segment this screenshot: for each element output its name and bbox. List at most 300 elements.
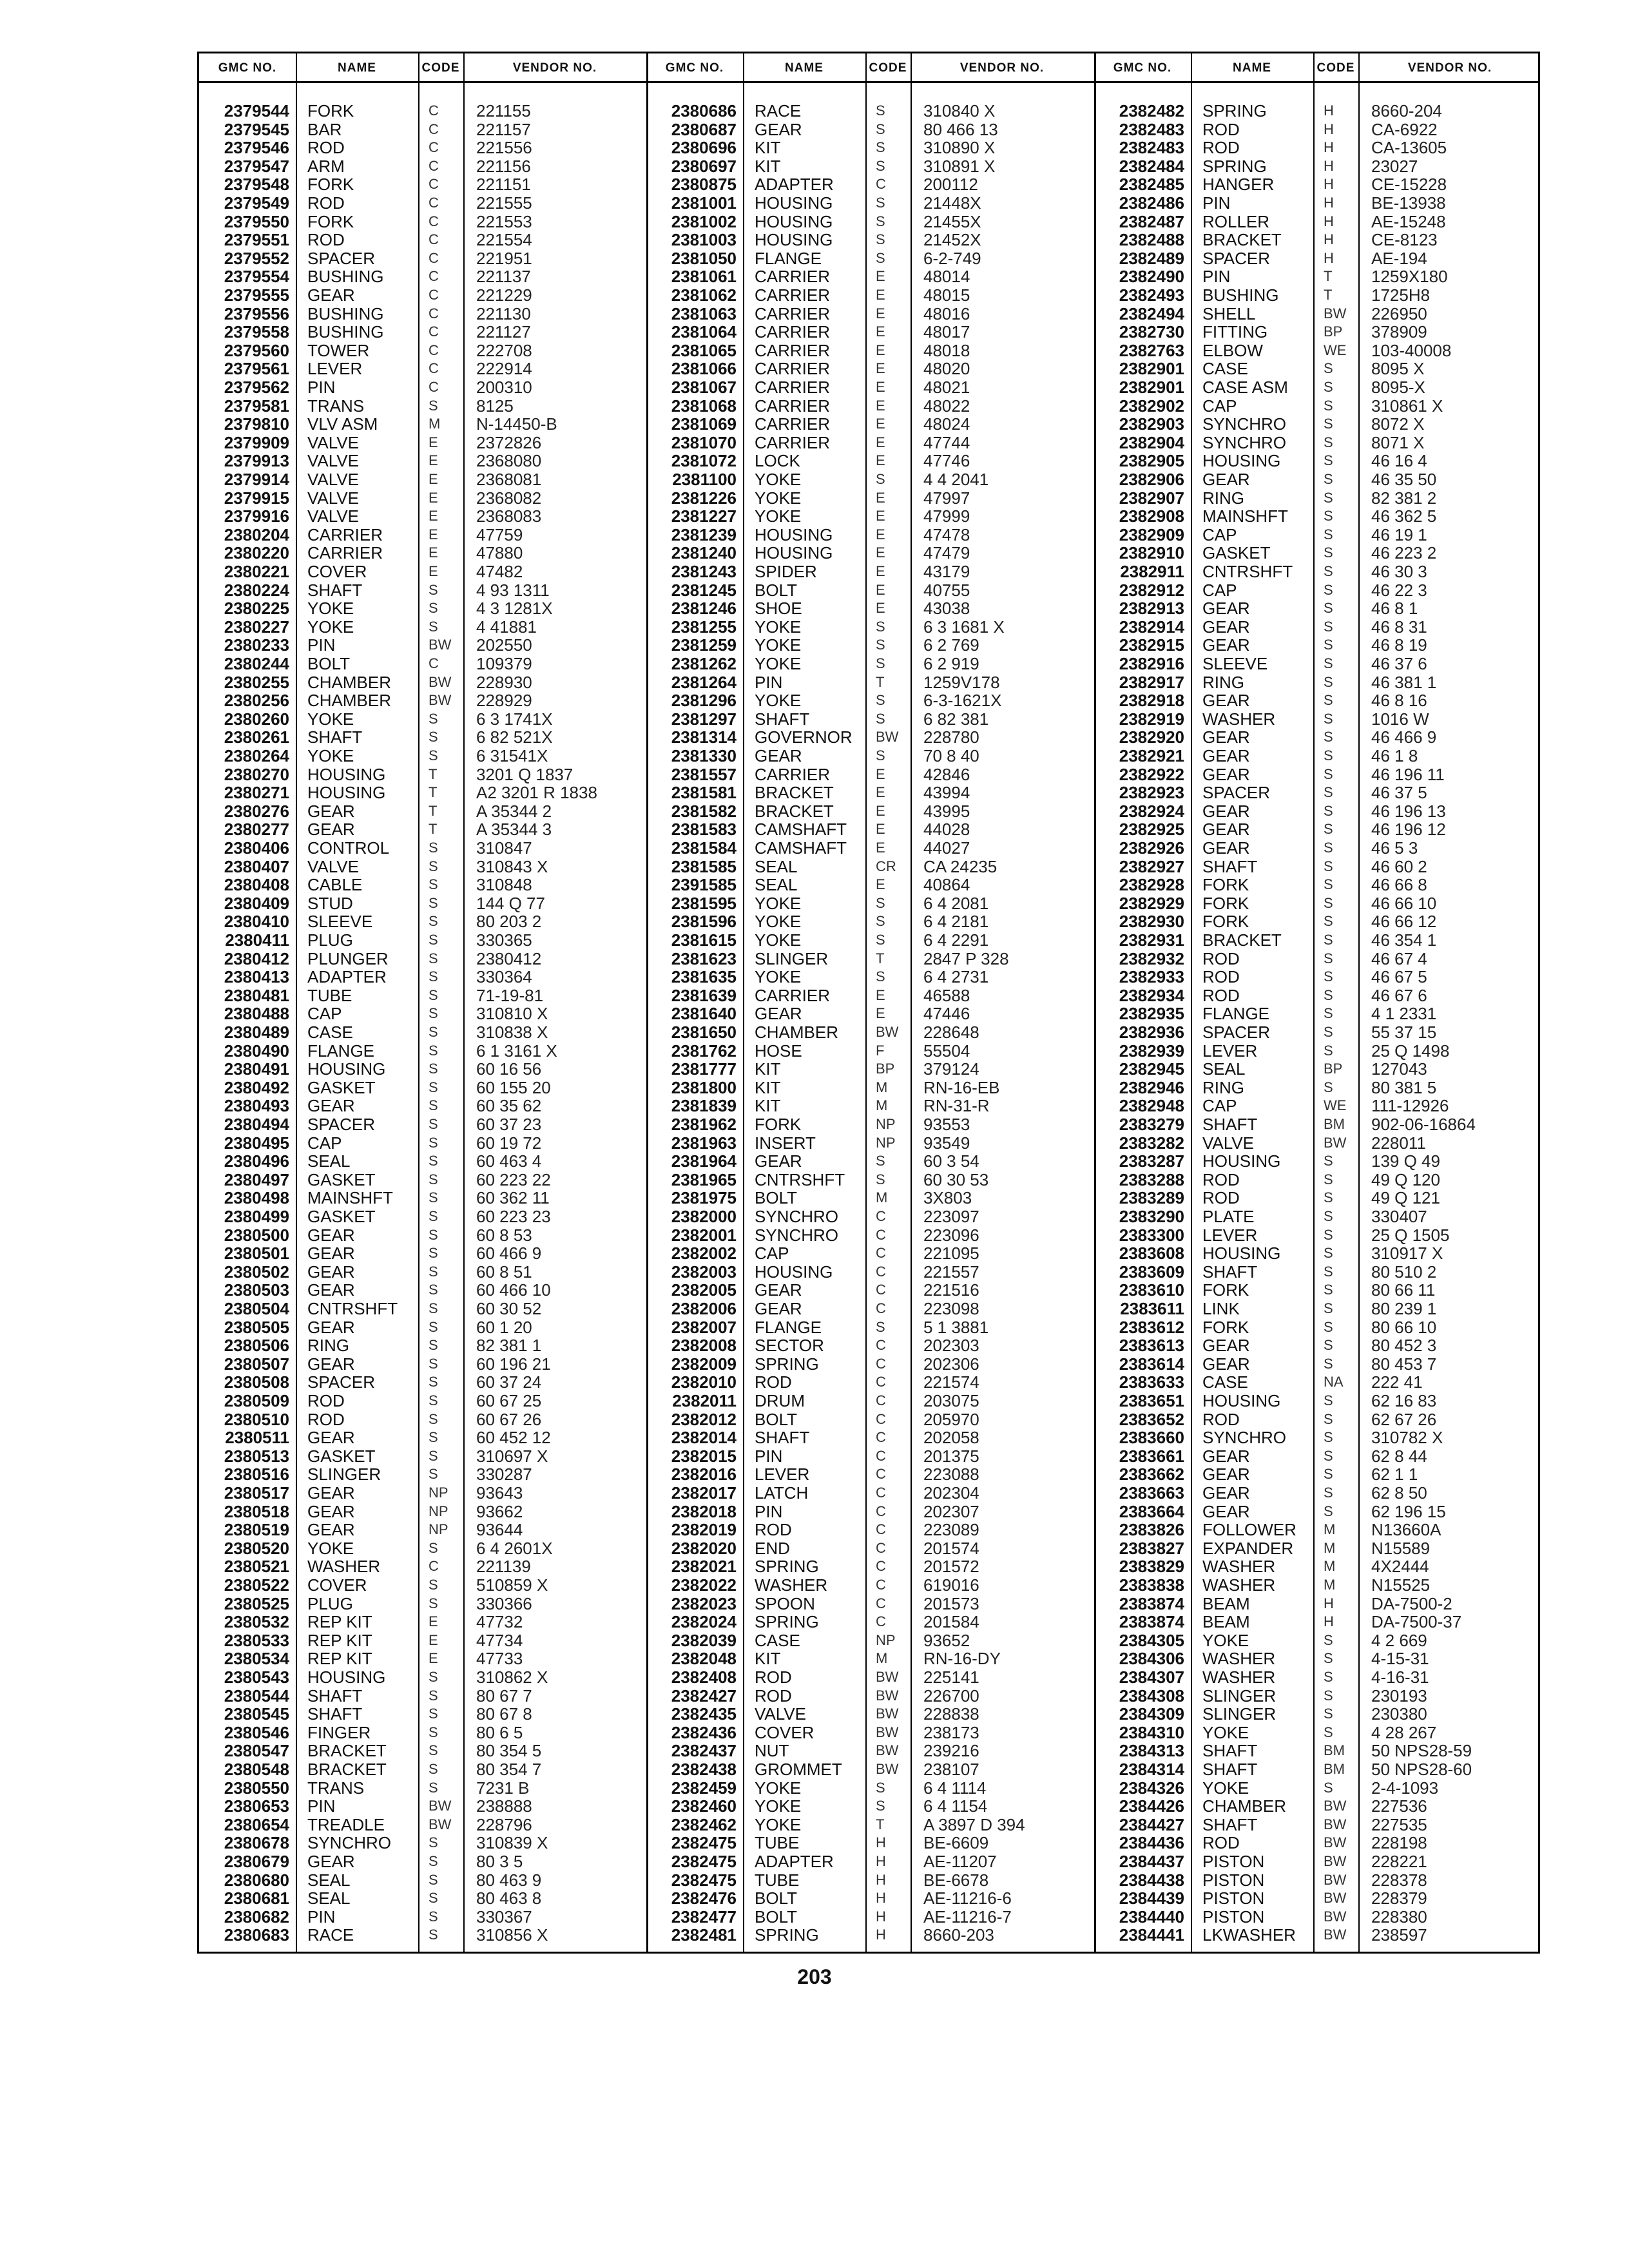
table-row	[1094, 1816, 1541, 1834]
gmc-number: 2382902	[1119, 396, 1184, 416]
gmc-number: 2380491	[224, 1059, 289, 1079]
vendor-code: C	[876, 1503, 886, 1519]
vendor-number: 230380	[1371, 1704, 1427, 1724]
table-row	[1094, 802, 1541, 820]
table-row	[1094, 876, 1541, 894]
gmc-number: 2382763	[1119, 340, 1184, 360]
vendor-code: M	[429, 416, 441, 432]
table-row	[646, 323, 1094, 341]
group-divider	[1094, 53, 1096, 1952]
part-name: SPACER	[1202, 1023, 1270, 1042]
gmc-number: 2382021	[671, 1557, 737, 1577]
part-name: LKWASHER	[1202, 1925, 1296, 1945]
vendor-number: 93553	[923, 1115, 970, 1134]
part-name: REP KIT	[307, 1630, 372, 1650]
part-name: BUSHING	[1202, 285, 1279, 305]
vendor-code: NP	[876, 1631, 896, 1648]
vendor-number: 6-2-749	[923, 248, 981, 268]
vendor-number: AE-11207	[923, 1852, 997, 1871]
vendor-number: 203075	[923, 1391, 979, 1410]
vendor-code: S	[429, 1374, 438, 1390]
vendor-number: 330287	[476, 1465, 532, 1485]
vendor-code: H	[1324, 120, 1334, 137]
vendor-code: C	[876, 1595, 886, 1611]
table-row	[646, 783, 1094, 802]
gmc-number: 2382007	[671, 1317, 737, 1337]
gmc-number: 2381585	[671, 856, 737, 876]
gmc-number: 2382016	[671, 1465, 737, 1485]
vendor-number: 46 223 2	[1371, 543, 1437, 563]
gmc-number: 2380687	[671, 119, 737, 139]
part-name: YOKE	[755, 654, 802, 673]
gmc-number: 2382001	[671, 1225, 737, 1245]
gmc-number: 2380493	[224, 1096, 289, 1116]
vendor-number: 62 196 15	[1371, 1501, 1446, 1521]
part-name: SHAFT	[1202, 1115, 1258, 1134]
gmc-number: 2382906	[1119, 470, 1184, 489]
gmc-number: 2380686	[671, 101, 737, 120]
vendor-code: S	[876, 120, 885, 137]
vendor-code: E	[429, 489, 438, 506]
table-row	[646, 1226, 1094, 1244]
vendor-code: E	[876, 416, 885, 432]
table-row	[199, 1595, 646, 1613]
part-name: HOUSING	[755, 230, 833, 250]
vendor-number: DA-7500-37	[1371, 1612, 1462, 1632]
part-name: FLANGE	[307, 1041, 375, 1061]
vendor-code: C	[429, 655, 439, 671]
gmc-number: 2382905	[1119, 451, 1184, 471]
vendor-code: S	[429, 1742, 438, 1759]
gmc-number: 2384426	[1119, 1796, 1184, 1816]
vendor-code: S	[429, 1577, 438, 1593]
gmc-number: 2384437	[1119, 1852, 1184, 1871]
vendor-code: M	[1324, 1558, 1336, 1575]
vendor-number: 46 8 31	[1371, 617, 1427, 637]
gmc-number: 2382436	[671, 1722, 737, 1742]
part-name: HOUSING	[307, 1667, 386, 1687]
part-name: ROLLER	[1202, 211, 1270, 231]
vendor-number: 80 466 13	[923, 119, 998, 139]
vendor-number: 80 452 3	[1371, 1336, 1437, 1356]
vendor-number: 228011	[1371, 1133, 1426, 1153]
vendor-number: 221554	[476, 230, 532, 250]
table-row	[199, 1207, 646, 1225]
table-row	[646, 1336, 1094, 1354]
vendor-code: S	[1324, 360, 1333, 377]
vendor-number: 47478	[923, 524, 970, 544]
gmc-number: 2379562	[224, 378, 289, 397]
vendor-number: 62 1 1	[1371, 1465, 1418, 1485]
table-row	[199, 1557, 646, 1575]
table-row	[646, 1060, 1094, 1078]
vendor-number: 80 510 2	[1371, 1262, 1437, 1282]
vendor-code: WE	[1324, 341, 1347, 358]
vendor-code: BW	[876, 1024, 899, 1040]
vendor-code: BW	[1324, 1816, 1347, 1832]
vendor-number: 46 60 2	[1371, 856, 1427, 876]
table-row	[199, 452, 646, 470]
gmc-number: 2380409	[224, 893, 289, 913]
part-name: GEAR	[755, 119, 802, 139]
vendor-code: S	[429, 1871, 438, 1888]
gmc-number: 2380233	[224, 635, 289, 655]
vendor-code: S	[876, 637, 885, 653]
part-name: GASKET	[1202, 543, 1271, 563]
table-row	[646, 1631, 1094, 1649]
vendor-number: 40755	[923, 580, 970, 600]
gmc-number: 2382003	[671, 1262, 737, 1282]
vendor-code: S	[429, 1724, 438, 1740]
vendor-code: BW	[429, 692, 452, 709]
gmc-number: 2382020	[671, 1538, 737, 1558]
table-row	[199, 1392, 646, 1410]
vendor-number: 46 196 13	[1371, 801, 1446, 821]
vendor-code: NP	[876, 1116, 896, 1132]
gmc-number: 2380494	[224, 1115, 289, 1134]
gmc-number: 2379548	[224, 175, 289, 195]
vendor-code: H	[1324, 157, 1334, 174]
part-name: SYNCHRO	[755, 1225, 839, 1245]
part-name: GEAR	[1202, 691, 1250, 711]
part-name: ARM	[307, 156, 345, 176]
part-name: SHAFT	[307, 1704, 363, 1724]
vendor-code: NP	[876, 1134, 896, 1151]
vendor-code: T	[429, 802, 438, 819]
vendor-number: 226700	[923, 1686, 979, 1706]
part-name: FORK	[307, 175, 354, 195]
table-row	[1094, 1465, 1541, 1483]
table-row	[646, 876, 1094, 894]
vendor-number: 70 8 40	[923, 746, 979, 765]
part-name: YOKE	[307, 746, 354, 765]
table-row	[199, 1852, 646, 1870]
table-row	[199, 783, 646, 802]
vendor-number: 223089	[923, 1520, 979, 1540]
table-row	[646, 618, 1094, 636]
vendor-number: 60 466 9	[476, 1244, 542, 1264]
part-name: SYNCHRO	[1202, 414, 1287, 434]
gmc-number: 2380680	[224, 1870, 289, 1890]
name-header: NAME	[785, 61, 824, 75]
part-name: GROMMET	[755, 1760, 842, 1779]
gmc-number: 2382438	[671, 1760, 737, 1779]
vendor-number: 47880	[476, 543, 523, 563]
vendor-code: S	[1324, 1429, 1333, 1446]
vendor-number: 60 67 26	[476, 1409, 542, 1429]
gmc-number: 2380510	[224, 1409, 289, 1429]
vendor-code: H	[1324, 139, 1334, 156]
gmc-number: 2380225	[224, 599, 289, 619]
table-row	[199, 231, 646, 249]
part-name: KIT	[755, 1096, 781, 1116]
gmc-number: 2382904	[1119, 432, 1184, 452]
part-name: BOLT	[755, 1907, 797, 1927]
table-row	[199, 1189, 646, 1207]
vendor-number: 40864	[923, 875, 970, 895]
gmc-number: 2384309	[1119, 1704, 1184, 1724]
vendor-code: H	[1324, 249, 1334, 266]
vendor-code: S	[429, 1927, 438, 1943]
gmc-number: 2382926	[1119, 838, 1184, 858]
table-row	[646, 249, 1094, 267]
part-name: CHAMBER	[1202, 1796, 1287, 1816]
vendor-code: S	[876, 195, 885, 211]
part-name: END	[755, 1538, 790, 1558]
part-name: SHAFT	[1202, 1814, 1258, 1834]
table-row	[1094, 1060, 1541, 1078]
vendor-code: S	[429, 1355, 438, 1372]
vendor-number: 221951	[476, 248, 532, 268]
gmc-number: 2382935	[1119, 1004, 1184, 1024]
part-name: GEAR	[307, 1096, 355, 1116]
vendor-number: 60 223 23	[476, 1207, 551, 1226]
part-name: CNTRSHFT	[755, 1169, 845, 1189]
vendor-code: S	[876, 249, 885, 266]
vendor-number: N-14450-B	[476, 414, 557, 434]
part-name: CNTRSHFT	[1202, 562, 1293, 581]
vendor-code: E	[876, 508, 885, 524]
table-row	[646, 747, 1094, 765]
vendor-code: S	[429, 1908, 438, 1925]
vendor-number: 6 4 2291	[923, 930, 989, 950]
part-name: TRANS	[307, 1778, 365, 1798]
gmc-number: 2381070	[671, 432, 737, 452]
vendor-code: C	[876, 1263, 886, 1280]
gmc-number: 2382901	[1119, 359, 1184, 379]
table-row	[646, 1760, 1094, 1778]
table-row	[1094, 378, 1541, 396]
part-name: HOUSING	[307, 783, 386, 803]
part-name: YOKE	[755, 635, 802, 655]
vendor-number: RN-16-EB	[923, 1077, 1000, 1097]
part-name: SLEEVE	[307, 912, 373, 932]
vendor-code: S	[1324, 1392, 1333, 1408]
part-name: HOUSING	[1202, 1244, 1281, 1264]
part-name: SHAFT	[1202, 856, 1258, 876]
vendor-code: BW	[876, 1669, 899, 1685]
gmc-number: 2382946	[1119, 1077, 1184, 1097]
part-name: HOUSING	[755, 211, 833, 231]
table-row	[646, 1189, 1094, 1207]
part-name: SPACER	[307, 248, 375, 268]
gmc-number: 2382923	[1119, 783, 1184, 803]
gmc-number: 2380544	[224, 1686, 289, 1706]
vendor-code: T	[429, 784, 438, 801]
gmc-number: 2380261	[224, 727, 289, 747]
vendor-code: BW	[1324, 1908, 1347, 1925]
vendor-code: S	[1324, 710, 1333, 727]
vendor-number: 43038	[923, 599, 970, 619]
vendor-number: 60 19 72	[476, 1133, 542, 1153]
table-row	[646, 691, 1094, 709]
part-name: SHAFT	[307, 1686, 363, 1706]
table-row	[646, 1171, 1094, 1189]
gmc-number: 2382931	[1119, 930, 1184, 950]
vendor-code: S	[876, 932, 885, 948]
part-name: SLINGER	[307, 1465, 381, 1485]
vendor-code: C	[876, 1577, 886, 1593]
part-name: YOKE	[755, 470, 802, 489]
vendor-code: S	[1324, 655, 1333, 671]
gmc-number: 2380654	[224, 1814, 289, 1834]
vendor-number: 43179	[923, 562, 970, 581]
gmc-number: 2382024	[671, 1612, 737, 1632]
table-row	[199, 1779, 646, 1797]
gmc-number: 2381596	[671, 912, 737, 932]
vendor-number: 49 Q 120	[1371, 1169, 1440, 1189]
vendor-code: E	[429, 452, 438, 469]
vendor-number: 48021	[923, 378, 970, 397]
vendor-number: 202306	[923, 1354, 979, 1374]
vendor-code: S	[429, 1466, 438, 1483]
table-row	[646, 489, 1094, 507]
table-row	[1094, 894, 1541, 912]
vendor-number: 60 37 24	[476, 1372, 542, 1392]
table-row	[199, 1521, 646, 1539]
table-row	[646, 470, 1094, 488]
gmc-number: 2383633	[1119, 1372, 1184, 1392]
part-name: PIN	[755, 1446, 783, 1466]
vendor-code: E	[876, 287, 885, 303]
gmc-number: 2381064	[671, 322, 737, 342]
vendor-code: C	[876, 1613, 886, 1630]
page-number: 203	[797, 1965, 832, 1988]
vendor-number: 1259X180	[1371, 267, 1448, 287]
part-name: GASKET	[307, 1077, 376, 1097]
gmc-number: 2379915	[224, 488, 289, 508]
gmc-number: 2380271	[224, 783, 289, 803]
part-name: ROD	[1202, 967, 1240, 987]
vendor-number: 60 223 22	[476, 1169, 551, 1189]
part-name: CAP	[1202, 396, 1237, 416]
vendor-code: S	[1324, 1485, 1333, 1501]
gmc-number: 2382930	[1119, 912, 1184, 932]
vendor-code: WE	[1324, 1097, 1347, 1114]
vendor-code: S	[1324, 416, 1333, 432]
gmc-number: 2380498	[224, 1188, 289, 1208]
vendor-code: H	[1324, 1613, 1334, 1630]
gmc-header: GMC NO.	[665, 61, 724, 75]
vendor-number: 310890 X	[923, 138, 996, 158]
gmc-number: 2383290	[1119, 1207, 1184, 1226]
vendor-code: S	[429, 950, 438, 966]
table-row	[1094, 1595, 1541, 1613]
vendor-code: S	[429, 1097, 438, 1114]
gmc-number: 2382039	[671, 1630, 737, 1650]
gmc-number: 2382929	[1119, 893, 1184, 913]
gmc-number: 2380683	[224, 1925, 289, 1945]
vendor-code: S	[1324, 858, 1333, 874]
vendor-number: 55 37 15	[1371, 1023, 1437, 1042]
table-row	[1094, 1097, 1541, 1115]
part-name: WASHER	[1202, 1557, 1276, 1577]
table-row	[1094, 968, 1541, 986]
gmc-number: 2382933	[1119, 967, 1184, 987]
part-name: CHAMBER	[755, 1023, 839, 1042]
vendor-number: 80 354 7	[476, 1760, 542, 1779]
vendor-code: S	[876, 968, 885, 985]
column-divider	[296, 53, 297, 1952]
gmc-number: 2379914	[224, 470, 289, 489]
table-row	[1094, 120, 1541, 139]
table-row	[646, 1687, 1094, 1705]
vendor-number: 223088	[923, 1465, 979, 1485]
vendor-number: 21448X	[923, 193, 981, 213]
gmc-number: 2380681	[224, 1888, 289, 1908]
gmc-number: 2379549	[224, 193, 289, 213]
vendor-number: 202304	[923, 1483, 979, 1503]
table-row	[199, 655, 646, 673]
vendor-number: 221155	[476, 101, 531, 120]
part-name: CAP	[1202, 580, 1237, 600]
vendor-number: 1725H8	[1371, 285, 1431, 305]
vendor-code: S	[1324, 1650, 1333, 1667]
vendor-number: 902-06-16864	[1371, 1115, 1476, 1134]
table-row	[199, 1889, 646, 1907]
table-row	[646, 360, 1094, 378]
vendor-number: 200112	[923, 175, 978, 195]
vendor-code: T	[429, 821, 438, 838]
table-row	[1094, 1336, 1541, 1354]
gmc-number: 2380679	[224, 1852, 289, 1871]
table-row	[646, 1465, 1094, 1483]
table-row	[199, 1724, 646, 1742]
table-row	[1094, 1484, 1541, 1502]
part-name: GEAR	[307, 1354, 355, 1374]
vendor-number: 47997	[923, 488, 970, 508]
vendor-code: E	[429, 526, 438, 543]
part-name: CONTROL	[307, 838, 390, 858]
table-row	[1094, 710, 1541, 728]
part-name: FLANGE	[755, 248, 822, 268]
part-name: GEAR	[307, 1262, 355, 1282]
part-name: VALVE	[307, 451, 359, 471]
vendor-number: 48022	[923, 396, 970, 416]
vendor-number: 80 66 10	[1371, 1317, 1437, 1337]
vendor-number: 2847 P 328	[923, 948, 1009, 968]
part-name: RACE	[307, 1925, 354, 1945]
gmc-number: 2382022	[671, 1575, 737, 1595]
gmc-number: 2382048	[671, 1649, 737, 1669]
part-name: SPIDER	[755, 562, 817, 581]
table-row	[1094, 1079, 1541, 1097]
vendor-number: 310848	[476, 875, 532, 895]
vendor-number: 46 8 16	[1371, 691, 1427, 711]
part-name: PIN	[755, 1501, 783, 1521]
part-name: CARRIER	[307, 543, 383, 563]
gmc-number: 2380550	[224, 1778, 289, 1798]
table-row	[1094, 1263, 1541, 1281]
table-row	[199, 1060, 646, 1078]
vendor-code: S	[1324, 544, 1333, 561]
part-name: ADAPTER	[307, 967, 387, 987]
gmc-number: 2382427	[671, 1686, 737, 1706]
vendor-number: 8071 X	[1371, 432, 1425, 452]
vendor-number: A 3897 D 394	[923, 1814, 1025, 1834]
vendor-number: 330367	[476, 1907, 532, 1927]
table-row	[1094, 1318, 1541, 1336]
vendor-number: 228780	[923, 727, 979, 747]
part-name: YOKE	[755, 488, 802, 508]
gmc-number: 2380407	[224, 856, 289, 876]
gmc-number: 2380270	[224, 764, 289, 784]
part-name: LEVER	[1202, 1041, 1258, 1061]
gmc-number: 2381068	[671, 396, 737, 416]
vendor-code: S	[876, 692, 885, 709]
vendor-number: 205970	[923, 1409, 979, 1429]
vendor-number: 1259V178	[923, 672, 1000, 692]
